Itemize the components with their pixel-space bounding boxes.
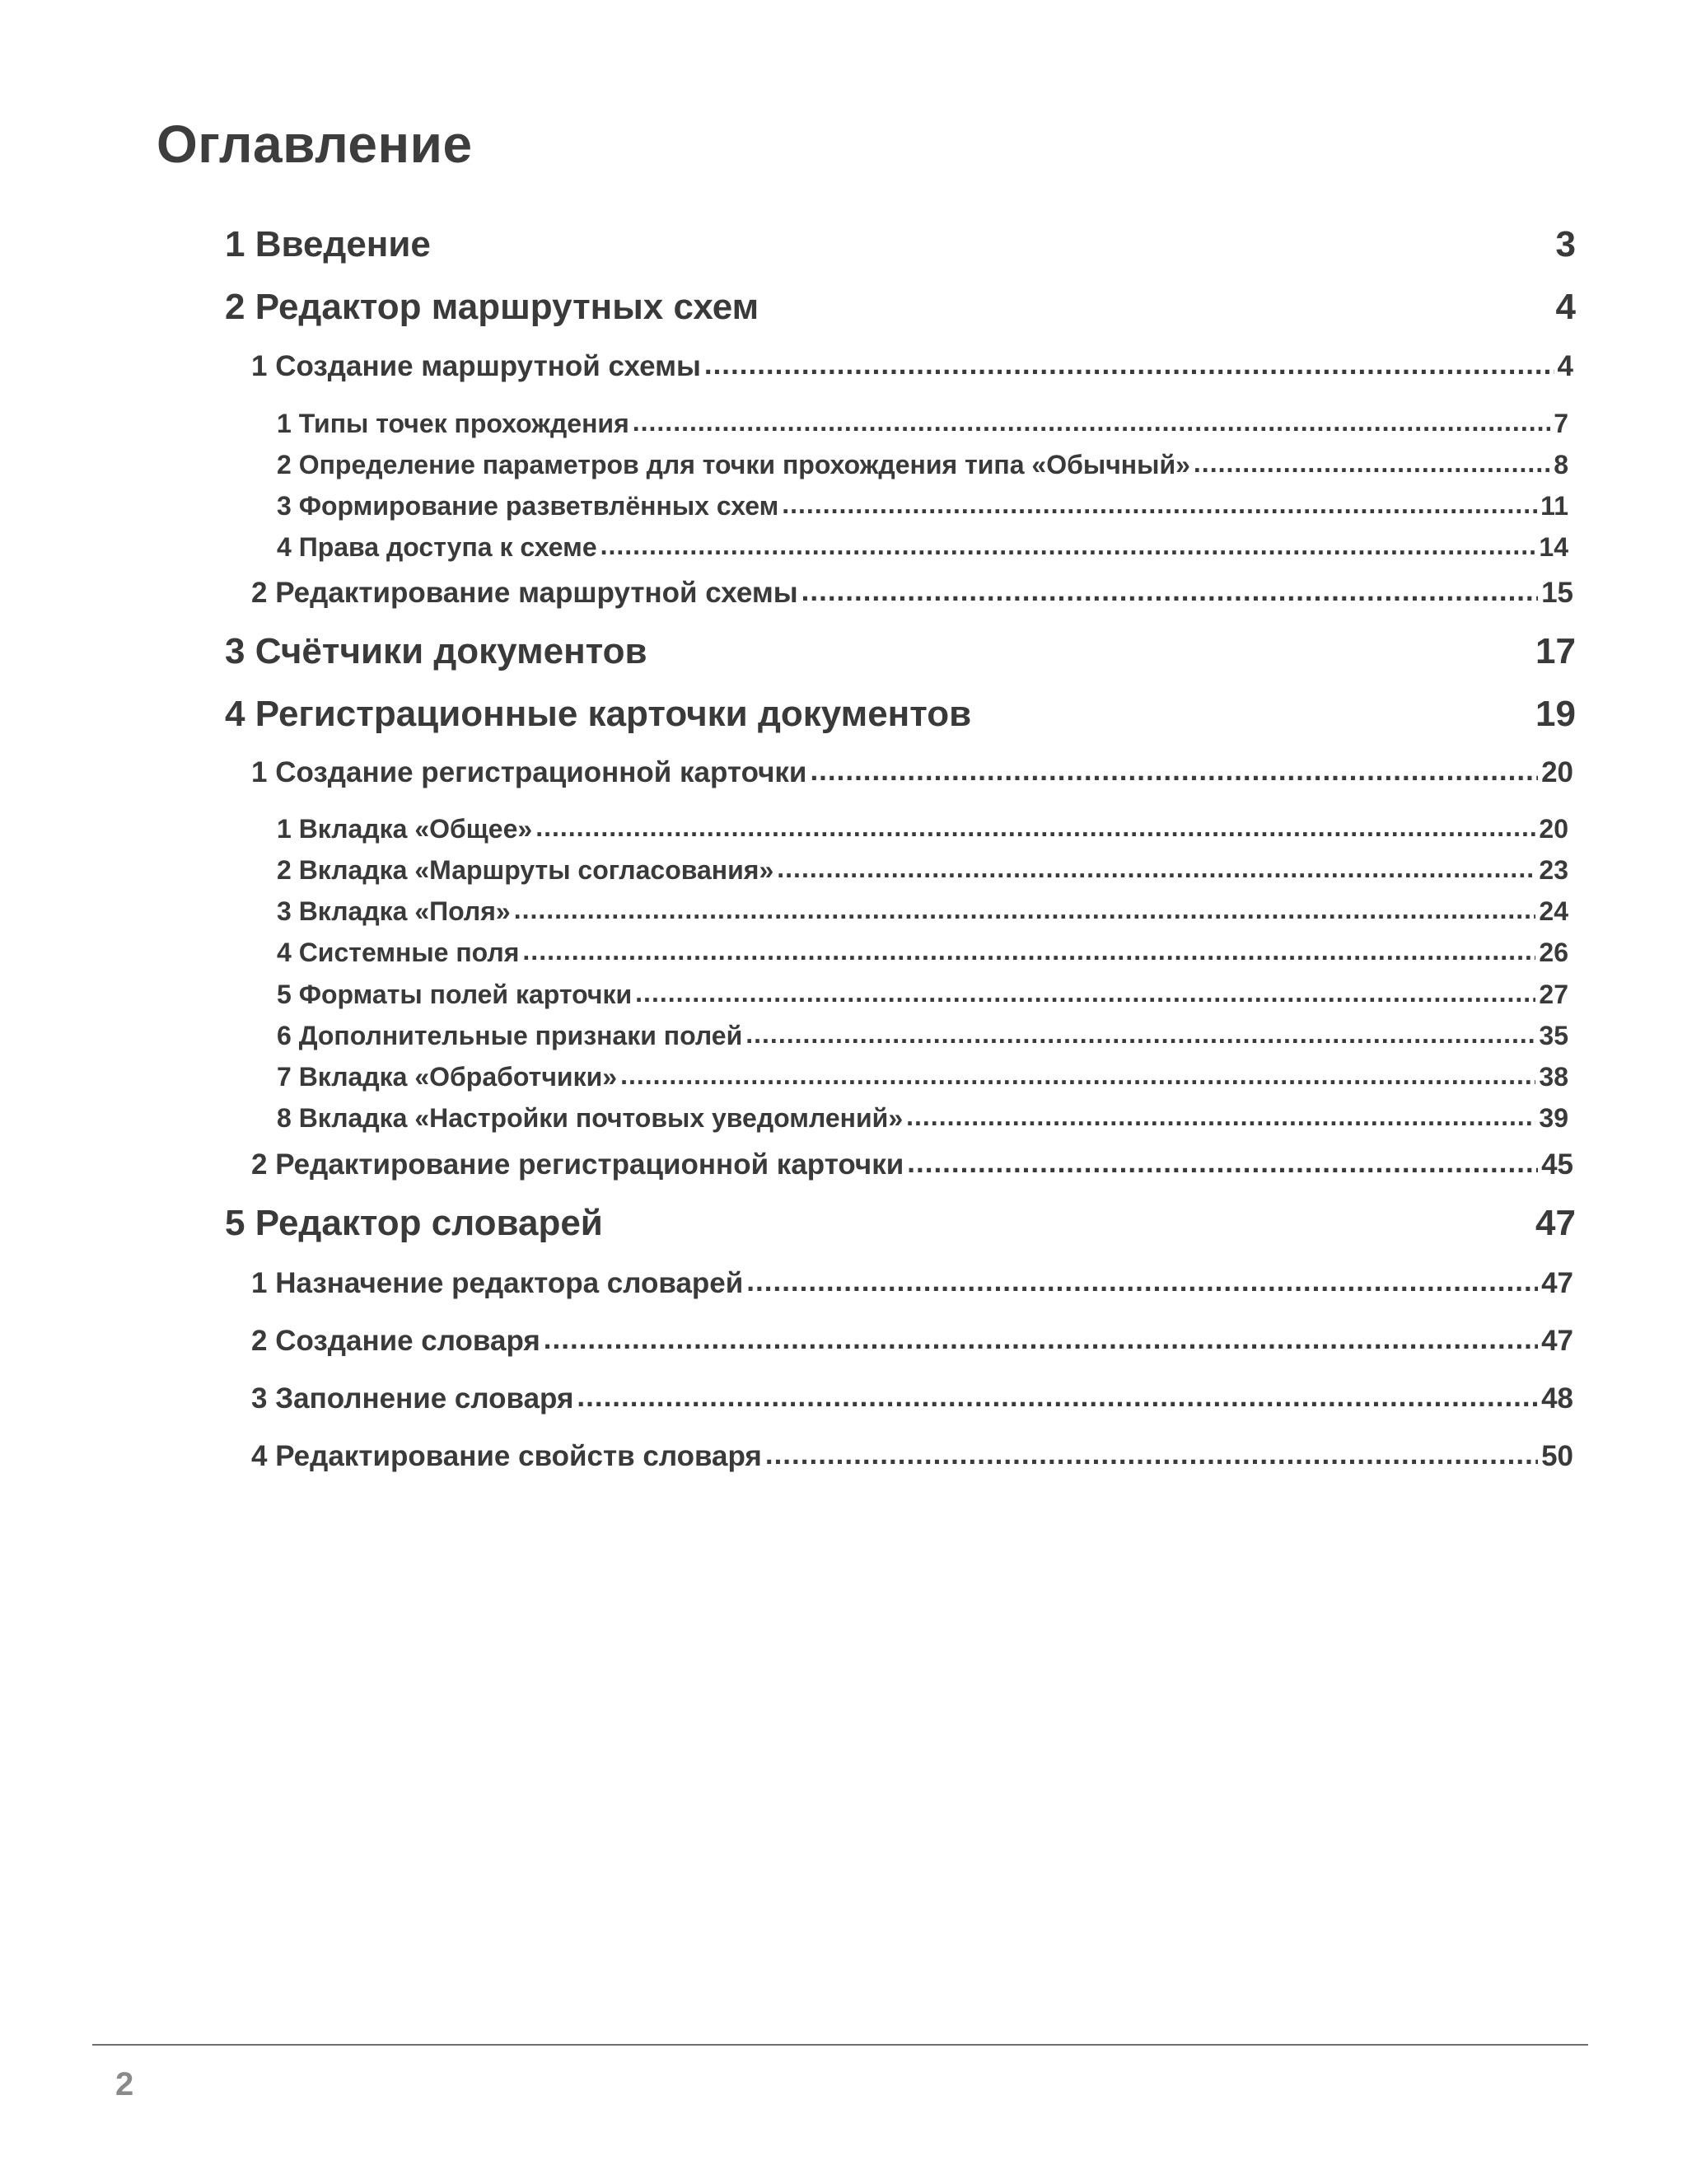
toc-entry-page: 15 bbox=[1541, 577, 1573, 609]
toc-entry-label: 1 Создание маршрутной схемы bbox=[251, 350, 701, 382]
toc-entry-section[interactable] bbox=[251, 1440, 1573, 1473]
toc-entry-label: 2 Редактор маршрутных схем bbox=[225, 287, 759, 327]
toc-entry-page: 48 bbox=[1541, 1382, 1573, 1415]
toc-dot-leader bbox=[810, 755, 1538, 788]
toc-entry-subsection[interactable] bbox=[277, 1103, 1568, 1134]
page-title: Оглавление bbox=[157, 115, 473, 174]
toc-entry-page: 47 bbox=[1541, 1325, 1573, 1357]
toc-entry-subsection[interactable] bbox=[277, 896, 1568, 927]
toc-entry-section[interactable] bbox=[251, 756, 1573, 789]
toc-entry-section[interactable] bbox=[251, 1267, 1573, 1300]
toc-entry-page: 26 bbox=[1539, 938, 1568, 967]
toc-entry-page: 19 bbox=[1535, 694, 1576, 734]
toc-dot-leader bbox=[544, 1323, 1538, 1356]
toc-entry-chapter[interactable] bbox=[225, 224, 1576, 265]
toc-entry-label: 5 Форматы полей карточки bbox=[277, 980, 633, 1009]
toc-entry-page: 4 bbox=[1557, 350, 1573, 382]
toc-entry-subsection[interactable] bbox=[277, 409, 1568, 439]
toc-dot-leader bbox=[782, 489, 1537, 520]
footer-divider bbox=[92, 2044, 1588, 2046]
toc-entry-label: 8 Вкладка «Настройки почтовых уведомлений» bbox=[277, 1103, 904, 1133]
toc-dot-leader bbox=[1194, 448, 1550, 479]
toc-entry-page: 47 bbox=[1535, 1203, 1576, 1243]
toc-entry-page: 20 bbox=[1539, 814, 1568, 844]
toc-entry-subsection[interactable] bbox=[277, 491, 1568, 521]
toc-entry-page: 27 bbox=[1539, 980, 1568, 1009]
toc-dot-leader bbox=[906, 1101, 1535, 1132]
toc-entry-chapter[interactable] bbox=[225, 694, 1576, 735]
toc-entry-page: 14 bbox=[1539, 532, 1568, 562]
toc-entry-page: 39 bbox=[1539, 1103, 1568, 1133]
toc-entry-chapter[interactable] bbox=[225, 631, 1576, 672]
toc-entry-subsection[interactable] bbox=[277, 855, 1568, 886]
toc-entry-label: 4 Регистрационные карточки документов bbox=[225, 694, 972, 734]
toc-dot-leader bbox=[907, 1147, 1538, 1180]
toc-entry-page: 4 bbox=[1555, 287, 1576, 327]
footer-page-number: 2 bbox=[115, 2066, 134, 2102]
toc-entry-label: 1 Создание регистрационной карточки bbox=[251, 756, 807, 788]
toc-dot-leader bbox=[801, 575, 1538, 608]
toc-entry-label: 1 Типы точек прохождения bbox=[277, 409, 629, 438]
toc-entry-label: 3 Вкладка «Поля» bbox=[277, 896, 511, 926]
toc-entry-subsection[interactable] bbox=[277, 814, 1568, 844]
toc-entry-page: 7 bbox=[1554, 409, 1568, 438]
toc-entry-section[interactable] bbox=[251, 1148, 1573, 1181]
toc-entry-page: 20 bbox=[1541, 756, 1573, 788]
toc-entry-page: 45 bbox=[1541, 1148, 1573, 1181]
toc-dot-leader bbox=[620, 1060, 1535, 1091]
toc-dot-leader bbox=[746, 1265, 1538, 1298]
toc-dot-leader bbox=[522, 936, 1535, 966]
toc-entry-label: 3 Заполнение словаря bbox=[251, 1382, 574, 1415]
toc-entry-page: 50 bbox=[1541, 1440, 1573, 1472]
toc-dot-leader bbox=[514, 895, 1536, 925]
toc-entry-subsection[interactable] bbox=[277, 1062, 1568, 1092]
toc-entry-label: 6 Дополнительные признаки полей bbox=[277, 1021, 743, 1050]
toc-entry-label: 4 Редактирование свойств словаря bbox=[251, 1440, 762, 1472]
toc-entry-section[interactable] bbox=[251, 577, 1573, 610]
toc-entry-page: 11 bbox=[1540, 491, 1568, 521]
toc-dot-leader bbox=[577, 1381, 1538, 1414]
toc-entry-label: 7 Вкладка «Обработчики» bbox=[277, 1062, 618, 1092]
toc-entry-label: 1 Введение bbox=[225, 224, 431, 264]
toc-dot-leader bbox=[635, 978, 1535, 1008]
toc-entry-label: 2 Определение параметров для точки прохождения типа «Обычный» bbox=[277, 450, 1190, 479]
toc-entry-subsection[interactable] bbox=[277, 980, 1568, 1010]
toc-entry-subsection[interactable] bbox=[277, 532, 1568, 563]
toc-entry-subsection[interactable] bbox=[277, 938, 1568, 968]
toc-entry-label: 5 Редактор словарей bbox=[225, 1203, 603, 1243]
toc-entry-page: 24 bbox=[1539, 896, 1568, 926]
toc-dot-leader bbox=[633, 407, 1550, 437]
toc-dot-leader bbox=[765, 1438, 1538, 1471]
toc-entry-label: 2 Редактирование маршрутной схемы bbox=[251, 577, 798, 609]
toc-entry-chapter[interactable] bbox=[225, 1203, 1576, 1244]
toc-entry-label: 2 Создание словаря bbox=[251, 1325, 540, 1357]
toc-entry-chapter[interactable] bbox=[225, 287, 1576, 328]
toc-entry-page: 38 bbox=[1539, 1062, 1568, 1092]
toc-entry-section[interactable] bbox=[251, 350, 1573, 383]
toc-entry-page: 47 bbox=[1541, 1267, 1573, 1299]
toc-entry-label: 4 Системные поля bbox=[277, 938, 520, 967]
toc-entry-subsection[interactable] bbox=[277, 450, 1568, 480]
toc-entry-section[interactable] bbox=[251, 1325, 1573, 1358]
toc-entry-label: 3 Счётчики документов bbox=[225, 631, 647, 671]
toc-entry-page: 8 bbox=[1554, 450, 1568, 479]
toc-entry-page: 3 bbox=[1555, 224, 1576, 264]
toc-dot-leader bbox=[704, 348, 1554, 381]
toc-dot-leader bbox=[777, 853, 1535, 884]
toc-entry-subsection[interactable] bbox=[277, 1021, 1568, 1051]
toc-entry-label: 2 Редактирование регистрационной карточки bbox=[251, 1148, 904, 1181]
toc-entry-label: 4 Права доступа к схеме bbox=[277, 532, 597, 562]
toc-entry-section[interactable] bbox=[251, 1382, 1573, 1415]
toc-entry-page: 17 bbox=[1535, 631, 1576, 671]
toc-dot-leader bbox=[745, 1019, 1535, 1050]
toc-entry-page: 23 bbox=[1539, 855, 1568, 885]
toc-entry-label: 1 Назначение редактора словарей bbox=[251, 1267, 744, 1299]
toc-dot-leader bbox=[600, 531, 1536, 561]
toc-entry-page: 35 bbox=[1539, 1021, 1568, 1050]
toc-entry-label: 2 Вкладка «Маршруты согласования» bbox=[277, 855, 774, 885]
toc-entry-label: 3 Формирование разветвлённых схем bbox=[277, 491, 779, 521]
toc-dot-leader bbox=[535, 812, 1535, 843]
toc-entry-label: 1 Вкладка «Общее» bbox=[277, 814, 533, 844]
